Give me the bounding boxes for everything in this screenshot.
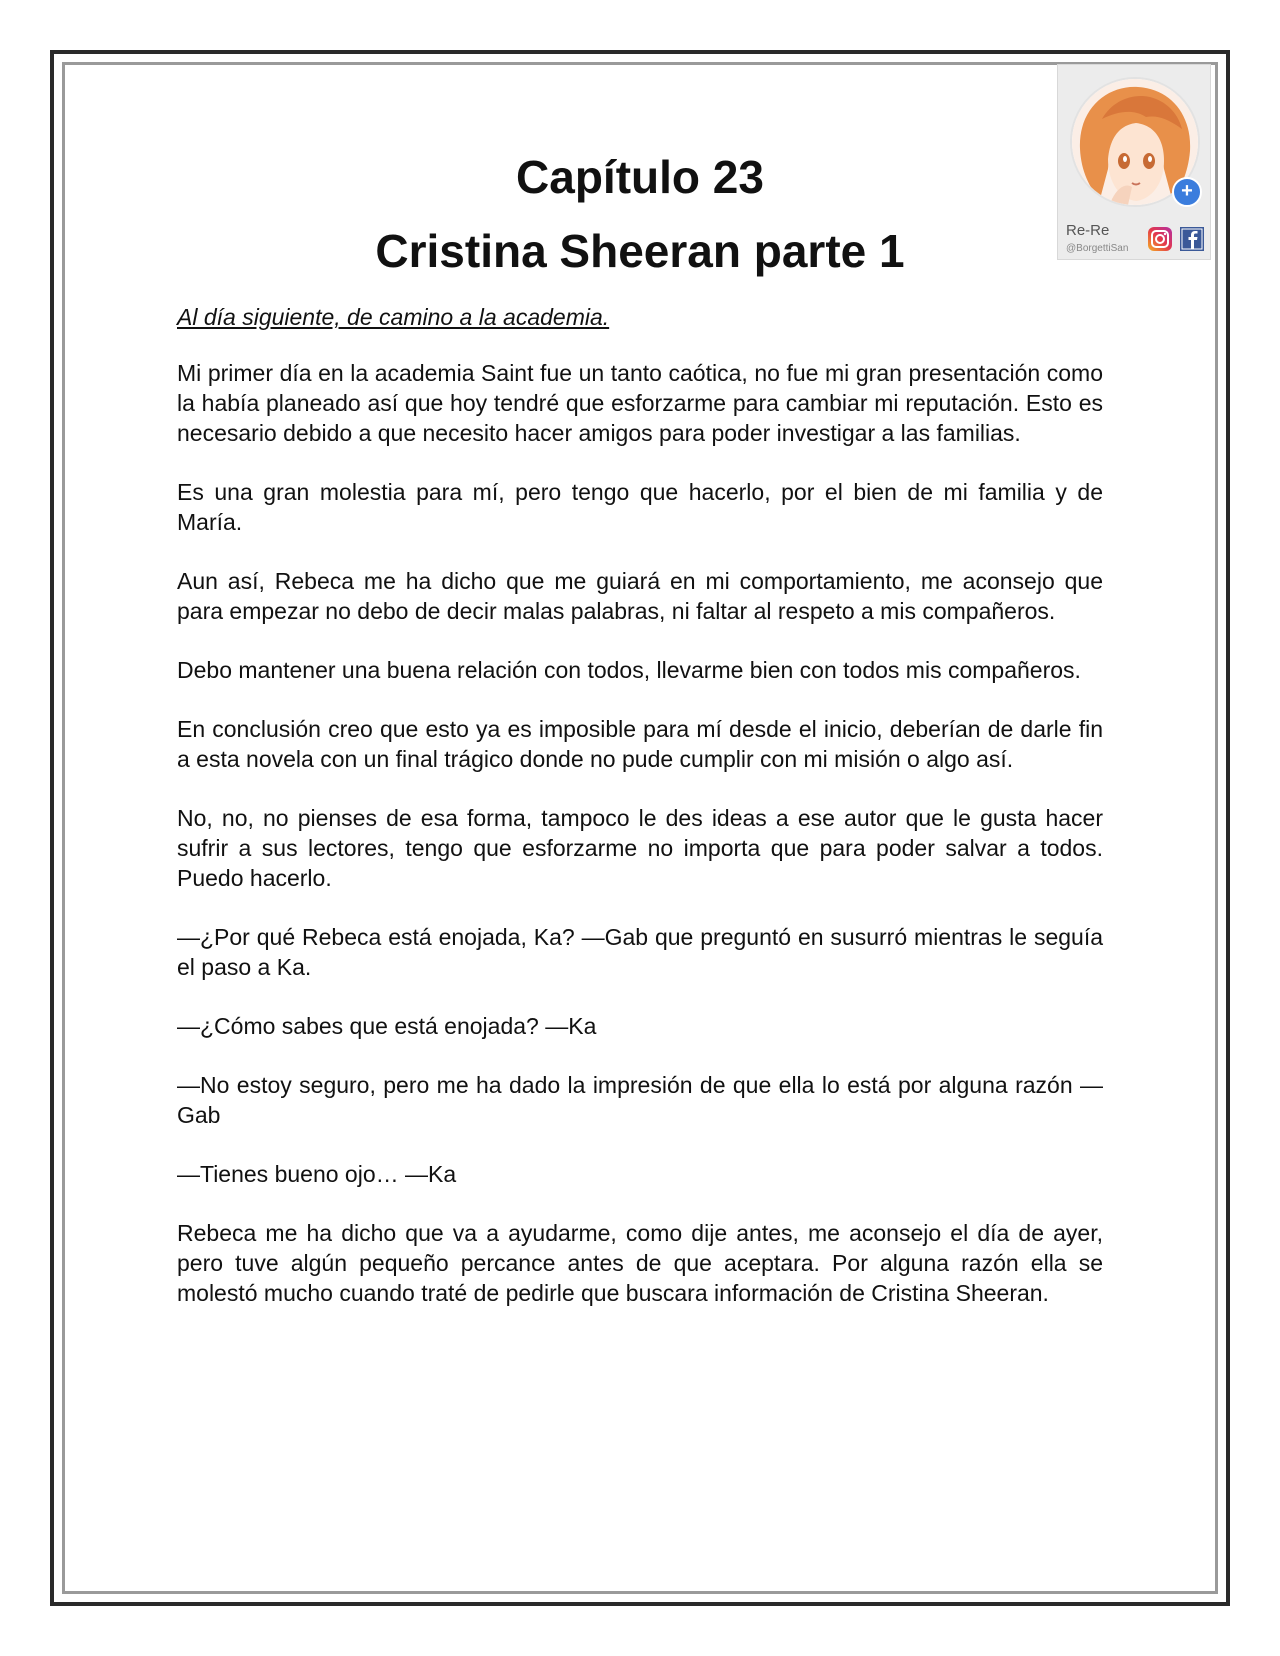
paragraph: No, no, no pienses de esa forma, tampoco le des ideas a ese autor que le gusta hacer sufrir a sus lectores, tengo que esforzarme no importa que para poder salvar a todos. Puedo hacerlo. — [177, 805, 1103, 891]
author-name: Re-Re — [1066, 222, 1110, 239]
paragraph: Debo mantener una buena relación con todos, llevarme bien con todos mis compañeros. — [177, 657, 1081, 683]
dialogue-line: —Tienes bueno ojo… —Ka — [177, 1161, 457, 1187]
plus-icon[interactable]: + — [1172, 177, 1202, 207]
chapter-title: Capítulo 23 — [516, 151, 764, 203]
chapter-body — [177, 302, 1103, 1337]
paragraph: Es una gran molestia para mí, pero tengo que hacerlo, por el bien de mi familia y de María. — [177, 479, 1103, 535]
title-block — [200, 140, 1080, 288]
dialogue-line: —No estoy seguro, pero me ha dado la impresión de que ella lo está por alguna razón —Gab — [177, 1072, 1103, 1128]
paragraph: Aun así, Rebeca me ha dicho que me guiará en mi comportamiento, me aconsejo que para empezar no debo de decir malas palabras, ni faltar al respeto a mis compañeros. — [177, 568, 1103, 624]
author-handle: @BorgettiSan — [1066, 243, 1129, 254]
facebook-icon[interactable] — [1179, 226, 1205, 252]
paragraph: Rebeca me ha dicho que va a ayudarme, como dije antes, me aconsejo el día de ayer, pero tuve algún pequeño percance antes de que aceptara. Por alguna razón ella se molestó mucho cuando traté de pedirle que buscara información de Cristina Sheeran. — [177, 1220, 1103, 1306]
instagram-icon[interactable] — [1147, 226, 1173, 252]
dialogue-line: —¿Cómo sabes que está enojada? —Ka — [177, 1013, 597, 1039]
scene-note: Al día siguiente, de camino a la academia. — [177, 304, 610, 330]
paragraph: En conclusión creo que esto ya es imposible para mí desde el inicio, deberían de darle fin a esta novela con un final trágico donde no pude cumplir con mi misión o algo así. — [177, 716, 1103, 772]
paragraph: Mi primer día en la academia Saint fue un tanto caótica, no fue mi gran presentación como la había planeado así que hoy tendré que esforzarme para cambiar mi reputación. Esto es necesario debido a que necesito hacer amigos para poder investigar a las familias. — [177, 360, 1103, 446]
chapter-subtitle: Cristina Sheeran parte 1 — [375, 225, 905, 277]
dialogue-line: —¿Por qué Rebeca está enojada, Ka? —Gab que preguntó en susurró mientras le seguía el paso a Ka. — [177, 924, 1103, 980]
author-badge[interactable] — [1057, 64, 1211, 260]
